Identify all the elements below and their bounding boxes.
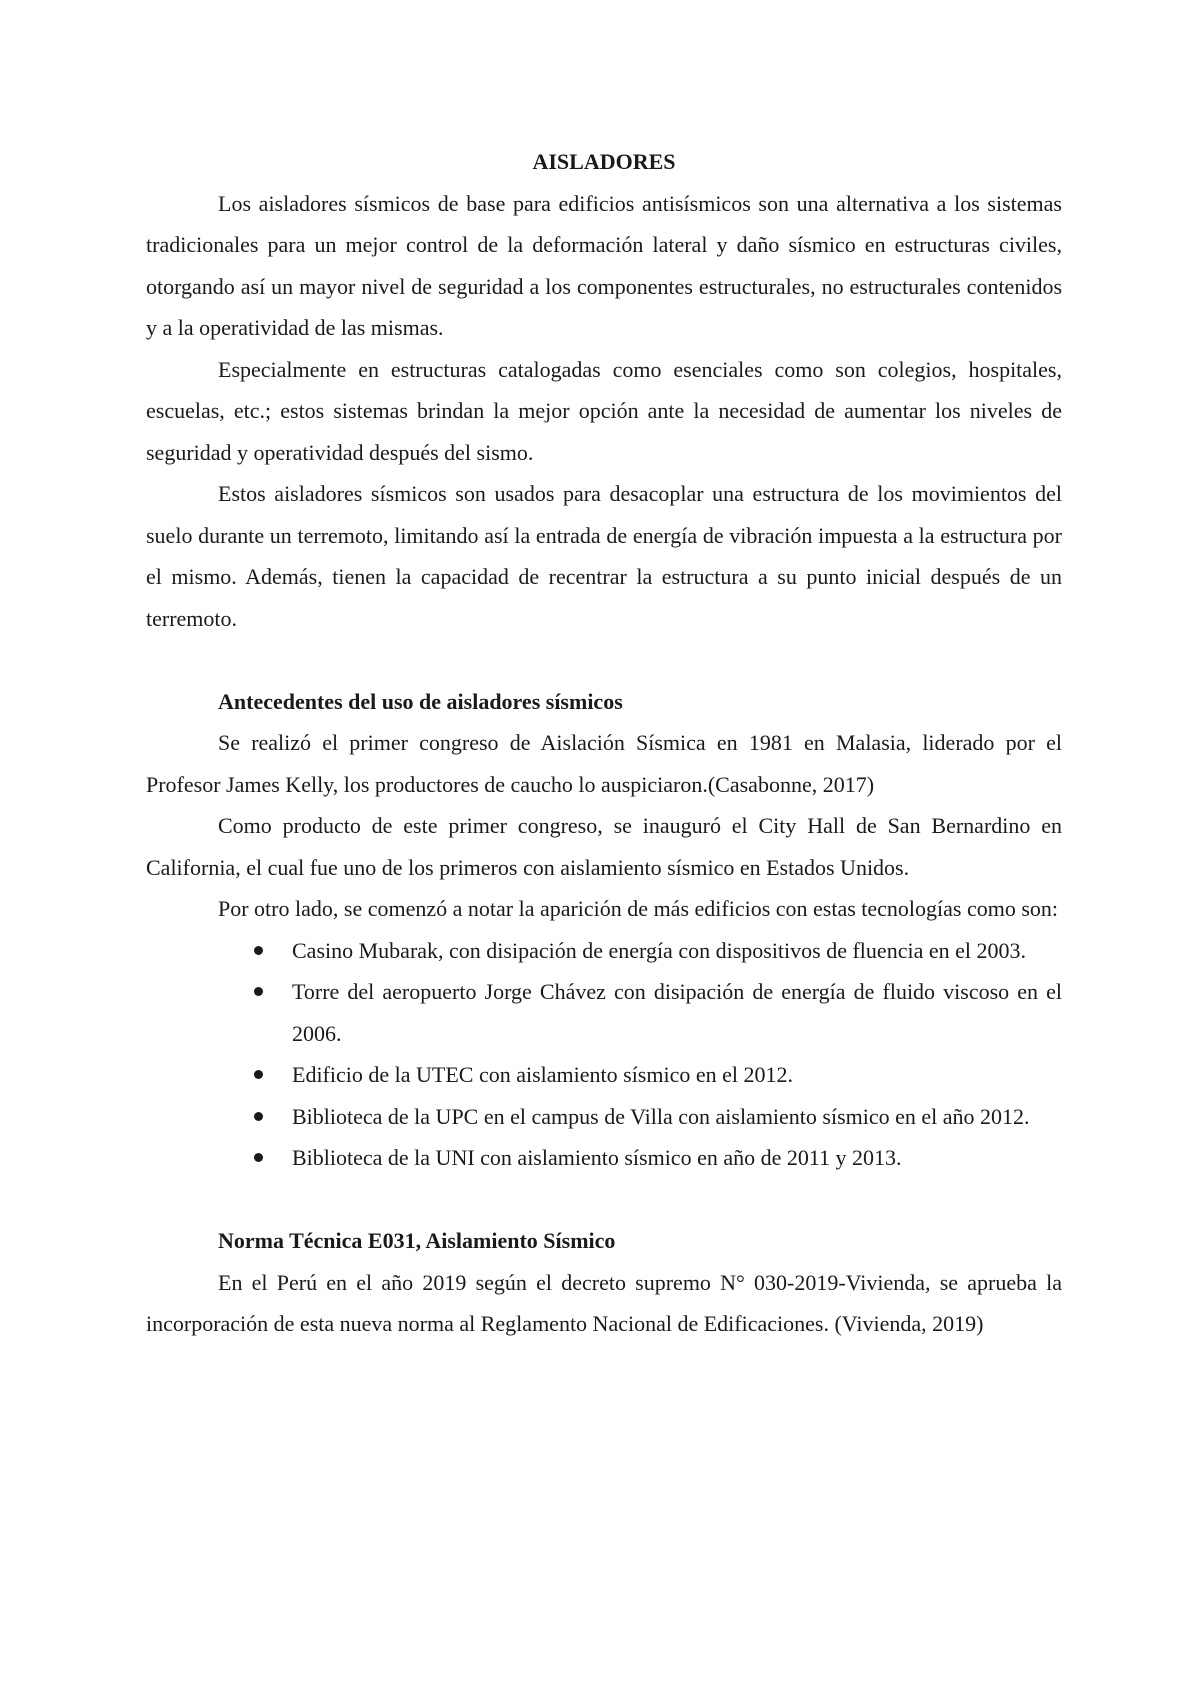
list-item-text: Biblioteca de la UNI con aislamiento sísmico en año de 2011 y 2013. (292, 1145, 902, 1170)
document-body (146, 141, 1062, 1345)
list-item (146, 1054, 1062, 1096)
section-heading-antecedentes: Antecedentes del uso de aisladores sísmicos (218, 688, 623, 714)
bullet-icon (254, 1112, 263, 1121)
list-item (146, 930, 1062, 972)
section-heading-norma: Norma Técnica E031, Aislamiento Sísmico (218, 1228, 616, 1253)
list-item (146, 971, 1062, 1054)
norma-paragraph-1: En el Perú en el año 2019 según el decreto supremo N° 030-2019-Vivienda, se aprueba la incorporación de esta nueva norma al Reglamento Nacional de Edificaciones. (Vivienda, 2019) (146, 1269, 1062, 1336)
list-item-text: Torre del aeropuerto Jorge Chávez con disipación de energía de fluido viscoso en el 2006. (292, 979, 1062, 1046)
list-item (146, 1096, 1062, 1138)
spacer (146, 639, 1062, 681)
list-item-text: Casino Mubarak, con disipación de energía con dispositivos de fluencia en el 2003. (292, 937, 1026, 963)
spacer (146, 1179, 1062, 1221)
list-item-text: Biblioteca de la UPC en el campus de Villa con aislamiento sísmico en el año 2012. (292, 1103, 1030, 1129)
bullet-icon (254, 987, 263, 996)
list-item (146, 1137, 1062, 1179)
list-item-text: Edificio de la UTEC con aislamiento sísmico en el 2012. (292, 1062, 793, 1087)
intro-paragraph-3: Estos aisladores sísmicos son usados para desacoplar una estructura de los movimientos del suelo durante un terremoto, limitando así la entrada de energía de vibración impuesta a la estructura por el mismo. Además, tienen la capacidad de recentrar la estructura a su punto inicial después de un terremoto. (146, 481, 1062, 631)
bullet-icon (254, 946, 263, 955)
intro-paragraph-2: Especialmente en estructuras catalogadas como esenciales como son colegios, hospitales, escuelas, etc.; estos sistemas brindan la mejor opción ante la necesidad de aumentar los niveles de seguridad y operatividad después del sismo. (146, 356, 1062, 465)
intro-paragraph-1: Los aisladores sísmicos de base para edificios antisísmicos son una alternativa a los sistemas tradicionales para un mejor control de la deformación lateral y daño sísmico en estructuras civiles, otorgando así un mayor nivel de seguridad a los componentes estructurales, no estructurales contenidos y a la operatividad de las mismas. (146, 190, 1062, 340)
document-title: AISLADORES (532, 149, 676, 174)
bullet-icon (254, 1070, 263, 1079)
buildings-bullet-list (146, 930, 1062, 1179)
bullet-icon (254, 1153, 263, 1162)
antecedentes-paragraph-2: Como producto de este primer congreso, se inauguró el City Hall de San Bernardino en California, el cual fue uno de los primeros con aislamiento sísmico en Estados Unidos. (146, 813, 1062, 880)
antecedentes-paragraph-1: Se realizó el primer congreso de Aislación Sísmica en 1981 en Malasia, liderado por el Profesor James Kelly, los productores de caucho lo auspiciaron.(Casabonne, 2017) (146, 730, 1062, 797)
antecedentes-paragraph-3: Por otro lado, se comenzó a notar la aparición de más edificios con estas tecnologías como son: (218, 896, 1059, 921)
